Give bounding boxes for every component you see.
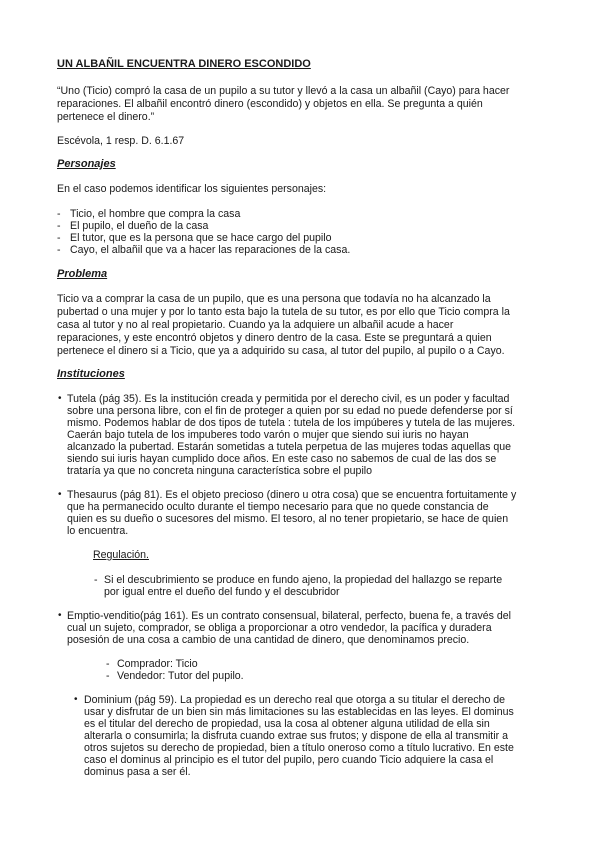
paragraph-line: casa al tutor y no al real propietario. Cuando ya la adquiere un albañil acude a hacer [57,319,454,331]
paragraph-line: pertenece el dinero si a Ticio, que ya a adquirido su casa, al tutor del pupilo, al pupilo o a Cayo. [57,345,505,357]
list-item: El pupilo, el dueño de la casa [70,220,209,232]
regulacion-line: Si el descubrimiento se produce en fundo ajeno, la propiedad del hallazgo se reparte [104,574,503,586]
bullet-icon: • [58,393,62,404]
list-item: El tutor, que es la persona que se hace cargo del pupilo [70,232,332,244]
section-heading-instituciones: Instituciones [57,368,125,380]
dash-marker: - [94,574,98,586]
section-heading-problema: Problema [57,268,108,280]
thesaurus-line: que ha permanecido oculto durante el tiempo necesario para que no quede constancia de [67,501,489,513]
dominium-line: caso el dominus al principio es el tutor del pupilo, pero cuando Ticio adquiere la casa el [84,754,494,766]
tutela-line: Tutela (pág 35). Es la institución creada y permitida por el derecho civil, es un poder y facultad [67,393,510,405]
thesaurus-line: quien es su dueño o sucesores del mismo. El tesoro, al no tener propietario, se hace de quien [67,513,509,525]
dominium-line: usar y disfrutar de un bien sin más limitaciones su las establecidas en las leyes. El dominus [84,706,514,718]
emptio-line: posesión de una cosa a cambio de una cantidad de dinero, que denominamos precio. [67,634,470,646]
thesaurus-line: Thesaurus (pág 81). Es el objeto precioso (dinero u otra cosa) que se encuentra fortuitamente y [67,489,517,501]
dominium-line: otros sujetos su derecho de propiedad, bien a título oneroso como a título lucrativo. En este [84,742,514,754]
paragraph-line: reparaciones, y este encontró objetos y dinero dentro de la casa. Este se preguntará a quien [57,332,492,344]
emptio-line: Emptio-venditio(pág 161). Es un contrato consensual, bilateral, perfecto, buena fe, a través del [67,610,512,622]
dominium-line: alterarla o consumirla; la disfruta cuando extrae sus frutos; y dispone de ella al transmitir a [84,730,508,742]
dominium-line: dominus pasa a ser él. [84,766,191,778]
bullet-icon: • [58,489,62,500]
regulacion-label: Regulación. [93,549,149,561]
dash-marker: - [57,232,61,244]
quote-line: “Uno (Ticio) compró la casa de un pupilo a su tutor y llevó a la casa un albañil (Cayo) para hacer [57,85,510,97]
paragraph-line: pubertad o una mujer y por lo tanto esta bajo la tutela de su tutor, es por ello que Ticio compra la [57,306,510,318]
dash-marker: - [57,220,61,232]
quote-line: reparaciones. El albañil encontró dinero (escondido) y objetos en ella. Se pregunta a quién [57,98,483,110]
citation: Escévola, 1 resp. D. 6.1.67 [57,135,185,147]
bullet-icon: • [74,694,78,705]
dash-marker: - [106,658,110,670]
dominium-line: es el titular del derecho de propiedad, usa la cosa al obtener alguna utilidad de ella sin [84,718,490,730]
tutela-line: mismo. Podemos hablar de dos tipos de tutela : tutela de los impúberes y tutela de las mujeres. [67,417,516,429]
paragraph-line: Ticio va a comprar la casa de un pupilo, que es una persona que todavía no ha alcanzado la [57,293,491,305]
tutela-line: trataría ya que no concreta ninguna característica sobre el pupilo [67,465,373,477]
dash-marker: - [57,244,61,256]
dash-marker: - [57,208,61,220]
tutela-line: Caerán bajo tutela de los impuberes todo varón o mujer que siendo sui iuris no hayan [67,429,469,441]
dash-marker: - [106,670,110,682]
list-item: Cayo, el albañil que va a hacer las reparaciones de la casa. [70,244,351,256]
tutela-line: siendo sui iuris hayan cumplido doce años. En este caso no sabemos de cual de las dos se [67,453,497,465]
document-title: UN ALBAÑIL ENCUENTRA DINERO ESCONDIDO [57,58,311,70]
list-item: Ticio, el hombre que compra la casa [70,208,241,220]
thesaurus-line: lo encuentra. [67,525,129,537]
emptio-line: cual un sujeto, comprador, se obliga a proporcionar a otro vendedor, la pacífica y duradera [67,622,492,634]
emptio-item: Comprador: Ticio [117,658,198,670]
regulacion-line: por igual entre el dueño del fundo y el descubridor [104,586,340,598]
quote-line: pertenece el dinero.” [57,111,155,123]
dominium-line: Dominium (pág 59). La propiedad es un derecho real que otorga a su titular el derecho de [84,694,506,706]
personajes-intro: En el caso podemos identificar los siguientes personajes: [57,183,327,195]
tutela-line: sobre una persona libre, con el fin de proteger a quien por su edad no puede defenderse por sí [67,405,513,417]
tutela-line: alcanzado la pubertad. Estarán sometidas a tutela perpetua de las mujeres todas aquellas que [67,441,512,453]
emptio-item: Vendedor: Tutor del pupilo. [117,670,244,682]
section-heading-personajes: Personajes [57,158,116,170]
bullet-icon: • [58,610,62,621]
